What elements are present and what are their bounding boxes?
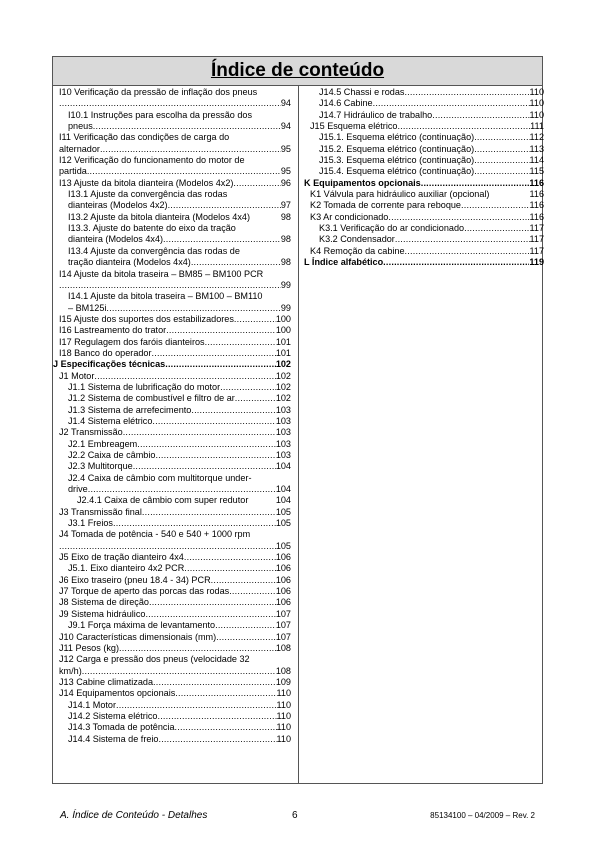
- toc-entry-title: J6 Eixo traseiro (pneu 18.4 - 34) PCR: [59, 574, 211, 585]
- dot-leader: [215, 620, 276, 631]
- toc-entry-title: J14.6 Cabine: [319, 98, 373, 109]
- toc-entry-page: 110: [276, 722, 291, 733]
- toc-entry-title: J8 Sistema de direção: [59, 597, 149, 608]
- toc-entry[interactable]: [53, 677, 291, 688]
- toc-entry[interactable]: [53, 110, 291, 133]
- toc-entry-page: 96: [280, 177, 291, 188]
- toc-entry[interactable]: [53, 518, 291, 529]
- toc-entry-title: J15 Esquema elétrico: [310, 121, 398, 132]
- toc-entry-page: 106: [275, 586, 291, 597]
- toc-entry[interactable]: [53, 291, 291, 314]
- toc-entry-title: drive: [68, 484, 88, 495]
- toc-entry[interactable]: [53, 178, 291, 189]
- title-bar: [53, 57, 542, 86]
- dot-leader: [165, 359, 276, 370]
- toc-entry[interactable]: [53, 734, 291, 745]
- dot-leader: [88, 484, 276, 495]
- toc-entry[interactable]: [53, 473, 291, 496]
- toc-entry[interactable]: [53, 632, 291, 643]
- dot-leader: [234, 314, 276, 325]
- dot-leader: [175, 688, 276, 699]
- toc-entry-title: I16 Lastreamento do trator: [59, 325, 167, 336]
- toc-entry-title: J14.3 Tomada de potência: [68, 722, 175, 733]
- toc-entry[interactable]: [53, 563, 291, 574]
- dot-leader: [191, 405, 275, 416]
- dot-leader: [175, 722, 277, 733]
- toc-entry[interactable]: [53, 427, 291, 438]
- dot-leader: [106, 303, 280, 314]
- toc-entry-page: 106: [275, 552, 291, 563]
- toc-entry[interactable]: [53, 337, 291, 348]
- toc-entry[interactable]: [53, 359, 291, 370]
- toc-entry[interactable]: [53, 529, 291, 552]
- toc-entry-title: K3.2 Condensador: [319, 234, 395, 245]
- toc-entry-title: J1.2 Sistema de combustível e filtro de ar: [68, 393, 235, 404]
- toc-entry-title: – BM125i: [68, 302, 107, 313]
- toc-entry[interactable]: [53, 609, 291, 620]
- dot-leader: [133, 461, 276, 472]
- toc-entry-title: J1 Motor: [59, 370, 95, 381]
- dot-leader: [152, 416, 275, 427]
- toc-entry-page: 94: [280, 121, 291, 132]
- dot-leader: [220, 382, 276, 393]
- dot-leader: [229, 586, 276, 597]
- toc-entry-page: 98: [280, 211, 291, 222]
- toc-entry-page: 101: [275, 347, 291, 358]
- toc-entry[interactable]: [53, 700, 291, 711]
- toc-entry-text: I13.3. Ajuste do batente do eixo da tração: [68, 223, 236, 234]
- dot-leader: [113, 518, 276, 529]
- dot-leader: [191, 257, 281, 268]
- dot-leader: [100, 144, 281, 155]
- toc-entry-text: I13.4 Ajuste da convergência das rodas de: [68, 245, 240, 256]
- toc-entry-title: J9 Sistema hidráulico: [59, 608, 146, 619]
- dot-leader: [155, 450, 275, 461]
- toc-entry-text: I14 Ajuste da bitola traseira – BM85 – BM100 PCR: [59, 268, 264, 279]
- toc-entry-page: 94: [280, 98, 291, 109]
- dot-leader: [184, 563, 276, 574]
- toc-entry-page: 108: [275, 665, 291, 676]
- toc-entry[interactable]: [304, 132, 544, 143]
- dot-leader: [474, 144, 529, 155]
- footer-section-title: A. Índice de Conteúdo - Detalhes: [60, 810, 208, 821]
- toc-entry-title: J14 Equipamentos opcionais: [59, 688, 176, 699]
- toc-entry-page: 95: [280, 166, 291, 177]
- toc-entry-page: 102: [275, 381, 291, 392]
- toc-entry[interactable]: [304, 155, 544, 166]
- toc-entry[interactable]: [53, 269, 291, 292]
- toc-entry-page: 110: [276, 688, 291, 699]
- toc-entry[interactable]: [53, 620, 291, 631]
- toc-entry-page: 105: [275, 506, 291, 517]
- dot-leader: [94, 371, 275, 382]
- dot-leader: [216, 632, 276, 643]
- toc-entry[interactable]: [53, 722, 291, 733]
- dot-leader: [163, 234, 281, 245]
- toc-entry-page: 110: [529, 109, 544, 120]
- footer-page-number: 6: [292, 810, 298, 821]
- page-title: Índice de conteúdo: [210, 60, 385, 81]
- toc-entry[interactable]: [53, 382, 291, 393]
- toc-entry-title: J7 Torque de aperto das porcas das rodas: [59, 586, 230, 597]
- toc-entry-page: 100: [275, 325, 291, 336]
- toc-entry-title: J2.1 Embreagem: [68, 438, 138, 449]
- toc-entry-page: 107: [275, 608, 291, 619]
- toc-entry-page: 119: [529, 257, 544, 268]
- toc-entry-page: 107: [275, 620, 291, 631]
- toc-entry-title: J15.3. Esquema elétrico (continuação): [319, 155, 475, 166]
- toc-entry-page: 110: [529, 87, 544, 97]
- toc-entry[interactable]: [304, 87, 544, 98]
- toc-entry-page: 116: [529, 177, 544, 188]
- toc-entry-page: 102: [275, 359, 291, 370]
- toc-entry-page: 116: [529, 189, 544, 200]
- toc-entry-title: J9.1 Força máxima de levantamento: [68, 620, 216, 631]
- toc-entry-title: J1.3 Sistema de arrefecimento: [68, 404, 192, 415]
- toc-entry-title: J10 Características dimensionais (mm): [59, 631, 217, 642]
- toc-entry-page: 103: [275, 438, 291, 449]
- toc-entry-page: 98: [280, 234, 291, 245]
- toc-entry-page: 104: [275, 495, 291, 506]
- toc-entry-page: 116: [529, 211, 544, 222]
- toc-entry[interactable]: [53, 87, 291, 110]
- toc-entry-title: pneus: [68, 121, 93, 132]
- toc-entry[interactable]: [53, 416, 291, 427]
- toc-entry-title: K3 Ar condicionado: [310, 211, 389, 222]
- toc-entry[interactable]: [304, 178, 544, 189]
- toc-entry-title: J Especificações técnicas: [53, 359, 166, 370]
- toc-entry[interactable]: [53, 643, 291, 654]
- toc-entry-text: I10 Verificação da pressão de inflação dos pneus: [59, 87, 258, 97]
- toc-entry-title: J3.1 Freios: [68, 518, 113, 529]
- toc-entry-page: 106: [275, 574, 291, 585]
- toc-entry-title: J14.2 Sistema elétrico: [68, 710, 158, 721]
- dot-leader: [421, 178, 530, 189]
- toc-entry[interactable]: [53, 597, 291, 608]
- toc-entry-title: I13 Ajuste da bitola dianteira (Modelos 4x2): [59, 177, 234, 188]
- toc-entry[interactable]: [304, 144, 544, 155]
- toc-entry-page: 103: [275, 404, 291, 415]
- toc-entry-page: 115: [529, 166, 544, 177]
- toc-entry[interactable]: [53, 314, 291, 325]
- dot-leader: [461, 200, 530, 211]
- dot-leader: [158, 734, 276, 745]
- dot-leader: [153, 677, 276, 688]
- toc-entry[interactable]: [53, 246, 291, 269]
- toc-entry[interactable]: [304, 121, 544, 132]
- toc-entry-page: 110: [276, 699, 291, 710]
- dot-leader: [405, 246, 530, 257]
- dot-leader: [87, 166, 281, 177]
- toc-entry-title: J5.1. Eixo dianteiro 4x2 PCR: [68, 563, 185, 574]
- toc-entry-title: I17 Regulagem dos faróis dianteiros: [59, 336, 205, 347]
- toc-entry[interactable]: [53, 212, 291, 223]
- toc-entry-page: 110: [276, 710, 291, 721]
- dot-leader: [235, 393, 276, 404]
- dot-leader: [116, 700, 276, 711]
- toc-entry-title: K4 Remoção da cabine: [310, 245, 405, 256]
- dot-leader: [82, 666, 276, 677]
- toc-entry-title: J15.4. Esquema elétrico (continuação): [319, 166, 475, 177]
- dot-leader: [474, 132, 529, 143]
- toc-right-column: [304, 87, 544, 269]
- toc-entry-page: 117: [529, 245, 544, 256]
- dot-leader: [119, 643, 276, 654]
- dot-leader: [123, 427, 276, 438]
- toc-entry[interactable]: [304, 166, 544, 177]
- dot-leader: [373, 98, 530, 109]
- dot-leader: [474, 155, 529, 166]
- toc-entry[interactable]: [304, 189, 544, 200]
- toc-entry-text: I12 Verificação do funcionamento do motor de: [59, 155, 245, 166]
- toc-entry-title: J2.2 Caixa de câmbio: [68, 450, 156, 460]
- toc-entry[interactable]: [53, 586, 291, 597]
- toc-entry-text: J4 Tomada de potência - 540 e 540 + 1000 rpm: [59, 529, 251, 540]
- toc-entry-title: I13.2 Ajuste da bitola dianteira (Modelos 4x4): [68, 211, 250, 222]
- toc-entry-page: 116: [529, 200, 544, 211]
- toc-entry-page: 98: [280, 257, 291, 268]
- toc-entry-text: J2.4 Caixa de câmbio com multitorque under-: [68, 472, 252, 483]
- dot-leader: [474, 166, 529, 177]
- toc-entry-page: 105: [275, 540, 291, 551]
- toc-entry[interactable]: [53, 688, 291, 699]
- toc-entry-title: J2.4.1 Caixa de câmbio com super redutor: [77, 495, 249, 506]
- toc-entry-page: 103: [275, 427, 291, 438]
- page-footer: [52, 810, 543, 824]
- toc-entry-title: alternador: [59, 143, 100, 154]
- dot-leader: [464, 223, 529, 234]
- toc-entry-page: 114: [529, 155, 544, 166]
- toc-entry-page: 111: [530, 121, 544, 132]
- dot-leader: [395, 234, 530, 245]
- toc-entry-title: J3 Transmissão final: [59, 506, 142, 517]
- column-divider: [298, 86, 299, 783]
- toc-entry-page: 113: [529, 143, 544, 154]
- dot-leader: [184, 552, 276, 563]
- toc-entry-page: 100: [275, 313, 291, 324]
- toc-entry[interactable]: [304, 200, 544, 211]
- toc-entry-page: 104: [275, 461, 291, 472]
- dot-leader: [149, 597, 276, 608]
- toc-entry-page: 110: [276, 733, 291, 744]
- toc-entry[interactable]: [304, 257, 544, 268]
- toc-entry-page: 97: [280, 200, 291, 211]
- toc-entry[interactable]: [304, 110, 544, 121]
- toc-entry[interactable]: [53, 552, 291, 563]
- toc-entry[interactable]: [53, 495, 291, 506]
- toc-entry-text: I10.1 Instruções para escolha da pressão dos: [68, 109, 253, 120]
- toc-left-column: [53, 87, 291, 745]
- toc-entry-page: 102: [275, 370, 291, 381]
- toc-entry-page: 99: [280, 279, 291, 290]
- footer-document-code: 85134100 – 04/2009 – Rev. 2: [430, 811, 535, 820]
- toc-entry[interactable]: [53, 507, 291, 518]
- toc-entry-page: 99: [280, 302, 291, 313]
- toc-entry-text: I14.1 Ajuste da bitola traseira – BM100 – BM110: [68, 291, 263, 302]
- toc-entry[interactable]: [304, 212, 544, 223]
- toc-entry-title: J1.4 Sistema elétrico: [68, 415, 153, 426]
- toc-entry[interactable]: [53, 439, 291, 450]
- dot-leader: [59, 280, 281, 291]
- toc-entry-title: J13 Cabine climatizada: [59, 676, 154, 687]
- dot-leader: [157, 711, 276, 722]
- toc-entry-title: partida: [59, 166, 87, 177]
- toc-entry[interactable]: [53, 371, 291, 382]
- toc-entry[interactable]: [53, 155, 291, 178]
- toc-entry[interactable]: [53, 654, 291, 677]
- toc-entry-title: J14.7 Hidráulico de trabalho: [319, 109, 433, 120]
- toc-frame: [52, 56, 543, 784]
- dot-leader: [152, 348, 276, 359]
- toc-entry-title: tração dianteira (Modelos 4x4): [68, 257, 191, 268]
- dot-leader: [383, 257, 529, 268]
- toc-entry-title: J11 Pesos (kg): [59, 642, 119, 653]
- toc-entry-page: 109: [275, 676, 291, 687]
- toc-entry-page: 106: [275, 597, 291, 608]
- toc-entry-title: K Equipamentos opcionais: [304, 177, 421, 188]
- toc-entry-title: K2 Tomada de corrente para reboque: [310, 200, 461, 211]
- toc-entry[interactable]: [304, 246, 544, 257]
- dot-leader: [388, 212, 529, 223]
- toc-entry[interactable]: [53, 450, 291, 461]
- toc-entry[interactable]: [53, 132, 291, 155]
- dot-leader: [59, 98, 281, 109]
- dot-leader: [168, 200, 281, 211]
- dot-leader: [404, 87, 529, 98]
- toc-entry-title: J14.4 Sistema de freio: [68, 733, 159, 744]
- toc-entry-page: 103: [275, 450, 291, 460]
- toc-entry-page: 102: [275, 393, 291, 404]
- toc-entry[interactable]: [53, 325, 291, 336]
- dot-leader: [233, 178, 280, 189]
- toc-entry[interactable]: [304, 98, 544, 109]
- toc-entry[interactable]: [53, 405, 291, 416]
- toc-entry-title: J2.3 Multitorque: [68, 461, 133, 472]
- toc-entry-page: 108: [275, 642, 291, 653]
- toc-entry-text: I11 Verificação das condições de carga do: [59, 132, 230, 143]
- toc-entry-text: I13.1 Ajuste da convergência das rodas: [68, 189, 228, 200]
- toc-entry[interactable]: [53, 461, 291, 472]
- toc-entry[interactable]: [53, 575, 291, 586]
- toc-entry-title: J15.2. Esquema elétrico (continuação): [319, 143, 475, 154]
- toc-entry-page: 117: [529, 223, 544, 234]
- toc-entry-page: 106: [275, 563, 291, 574]
- dot-leader: [166, 325, 276, 336]
- toc-entry[interactable]: [53, 223, 291, 246]
- toc-entry-title: I18 Banco do operador: [59, 347, 152, 358]
- toc-entry-page: 112: [529, 132, 544, 143]
- dot-leader: [432, 110, 529, 121]
- toc-entry-title: J14.1 Motor: [68, 699, 117, 710]
- toc-entry-title: J15.1. Esquema elétrico (continuação): [319, 132, 475, 143]
- dot-leader: [59, 541, 276, 552]
- toc-entry[interactable]: [304, 234, 544, 245]
- toc-entry-title: K3.1 Verificação do ar condicionado: [319, 223, 465, 234]
- toc-entry-title: J14.5 Chassi e rodas: [319, 87, 405, 97]
- toc-entry[interactable]: [53, 348, 291, 359]
- toc-entry-page: 103: [275, 415, 291, 426]
- toc-entry-title: km/h): [59, 665, 82, 676]
- dot-leader: [211, 575, 276, 586]
- toc-entry-page: 101: [275, 336, 291, 347]
- toc-entry-title: J1.1 Sistema de lubrificação do motor: [68, 381, 221, 392]
- toc-entry-page: 105: [275, 518, 291, 529]
- toc-entry-title: dianteira (Modelos 4x4): [68, 234, 164, 245]
- dot-leader: [205, 337, 276, 348]
- toc-entry[interactable]: [53, 393, 291, 404]
- toc-entry-page: 104: [275, 484, 291, 495]
- toc-entry-title: J5 Eixo de tração dianteiro 4x4: [59, 552, 184, 563]
- dot-leader: [397, 121, 530, 132]
- toc-entry-title: K1 Válvula para hidráulico auxiliar (opcional): [310, 189, 490, 200]
- toc-entry-text: J12 Carga e pressão dos pneus (velocidade 32: [59, 654, 250, 665]
- toc-entry-title: I15 Ajuste dos suportes dos estabilizadores: [59, 313, 234, 324]
- dot-leader: [145, 609, 275, 620]
- dot-leader: [93, 121, 281, 132]
- toc-entry[interactable]: [53, 189, 291, 212]
- toc-entry-page: 107: [275, 631, 291, 642]
- toc-entry[interactable]: [304, 223, 544, 234]
- toc-entry-title: dianteiras (Modelos 4x2): [68, 200, 168, 211]
- toc-entry-page: 95: [280, 143, 291, 154]
- toc-entry-title: L Índice alfabético: [304, 257, 384, 268]
- dot-leader: [137, 439, 276, 450]
- toc-entry-page: 110: [529, 98, 544, 109]
- toc-entry[interactable]: [53, 711, 291, 722]
- dot-leader: [142, 507, 276, 518]
- toc-entry-page: 117: [529, 234, 544, 245]
- toc-entry-title: J2 Transmissão: [59, 427, 123, 438]
